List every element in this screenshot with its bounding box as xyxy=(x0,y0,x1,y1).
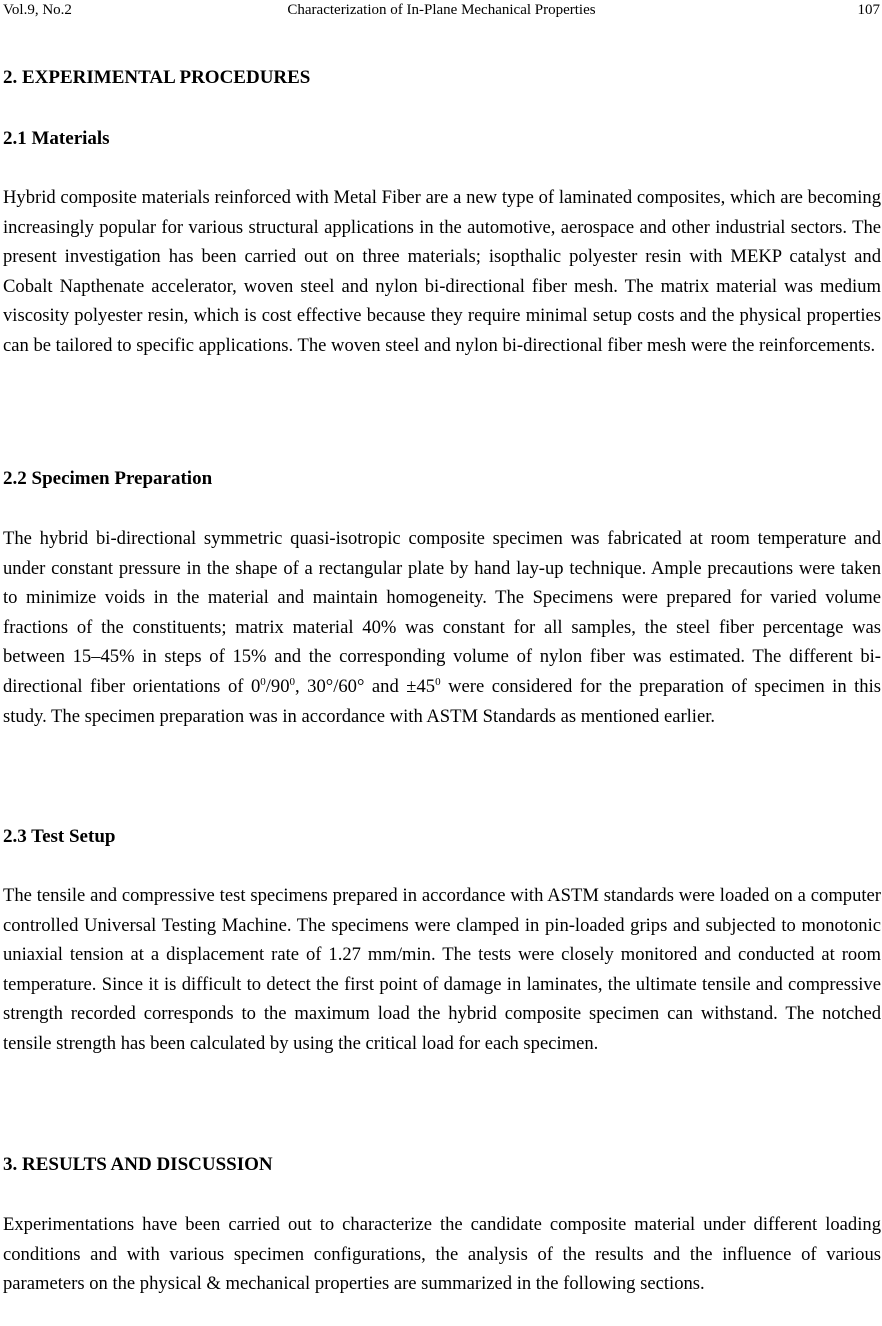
orientation-middle: , 30°/60° and ±45 xyxy=(295,675,436,697)
section-heading-results-discussion: 3. RESULTS AND DISCUSSION xyxy=(3,1154,273,1175)
subsection-heading-specimen-preparation: 2.2 Specimen Preparation xyxy=(3,468,213,489)
materials-paragraph: Hybrid composite materials reinforced with Metal Fiber are a new type of laminated composites, which are becoming increasingly popular for various structural applications in the automotive, aerospace and other industrial sectors. The present investigation has been carried out on three materials; isopthalic polyester resin with MEKP catalyst and Cobalt Napthenate accelerator, woven steel and nylon bi-directional fiber mesh. The matrix material was medium viscosity polyester resin, which is cost effective because they require minimal setup costs and the physical properties can be tailored to specific applications. The woven steel and nylon bi-directional fiber mesh were the reinforcements. xyxy=(3,187,881,356)
subsection-heading-materials: 2.1 Materials xyxy=(3,128,110,149)
subsection-heading-test-setup: 2.3 Test Setup xyxy=(3,826,116,847)
orientation-separator: /90 xyxy=(265,675,290,697)
journal-volume: Vol.9, No.2 xyxy=(3,2,72,18)
specimen-text-part-b: were considered for the preparation of specimen in this study. The specimen preparation was in accordance with ASTM Standards as mentioned earlier. xyxy=(3,675,881,727)
page-number: 107 xyxy=(857,2,880,18)
running-title: Characterization of In-Plane Mechanical Properties xyxy=(287,2,596,18)
orientation-base: 0 xyxy=(250,675,261,697)
orientation-superscript-1: 0 xyxy=(260,675,266,688)
orientation-superscript-2: 0 xyxy=(289,675,296,688)
specimen-text-part-a: The hybrid bi-directional symmetric quasi-isotropic composite specimen was fabricated at room temperature and under constant pressure in the shape of a rectangular plate by hand lay-up technique. Ample precautions were taken to minimize voids in the material and maintain homogeneity. The Specimens were prepared for varied volume fractions of the constituents; matrix material 40% was constant for all samples, the steel fiber percentage was between 15–45% in steps of 15% and the corresponding volume of nylon fiber was estimated. The different bi-directional fiber orientations of xyxy=(3,528,881,697)
section-heading-experimental-procedures: 2. EXPERIMENTAL PROCEDURES xyxy=(3,67,311,88)
results-intro-paragraph: Experimentations have been carried out to characterize the candidate composite material under different loading conditions and with various specimen configurations, the analysis of the results and the influence of various parameters on the physical & mechanical properties are summarized in the following sections. xyxy=(3,1214,881,1295)
test-setup-paragraph: The tensile and compressive test specimens prepared in accordance with ASTM standards were loaded on a computer controlled Universal Testing Machine. The specimens were clamped in pin-loaded grips and subjected to monotonic uniaxial tension at a displacement rate of 1.27 mm/min. The tests were closely monitored and conducted at room temperature. Since it is difficult to detect the first point of damage in laminates, the ultimate tensile and compressive strength recorded corresponds to the maximum load the hybrid composite specimen can withstand. The notched tensile strength has been calculated by using the critical load for each specimen. xyxy=(3,885,881,1054)
orientation-superscript-3: 0 xyxy=(435,675,441,688)
specimen-preparation-paragraph xyxy=(3,524,881,731)
running-header xyxy=(3,0,880,24)
